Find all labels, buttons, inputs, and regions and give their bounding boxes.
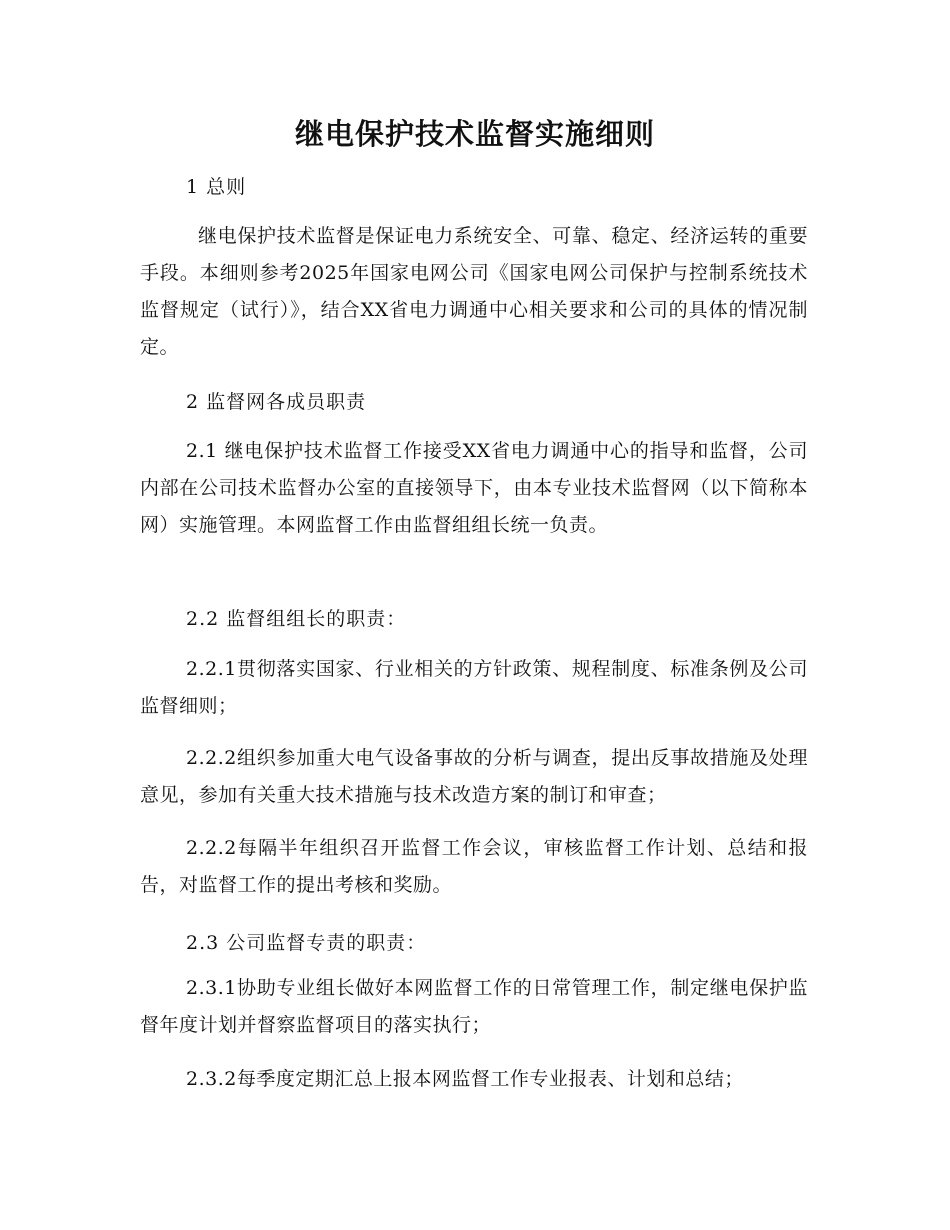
section-heading-responsibilities: 2 监督网各成员职责: [186, 391, 367, 413]
document-title: 继电保护技术监督实施细则: [294, 117, 655, 151]
paragraph-2-2-2a: 2.2.2组织参加重大电气设备事故的分析与调查，提出反事故措施及处理意见，参加有关重大技术措施与技术改造方案的制订和审查；: [140, 747, 808, 806]
section-heading-2-2: 2.2 监督组组长的职责：: [186, 608, 407, 630]
section-heading-general: 1 总则: [186, 176, 247, 198]
paragraph-2-3-2: 2.3.2每季度定期汇总上报本网监督工作专业报表、计划和总结；: [186, 1068, 744, 1090]
paragraph-general-intro: 继电保护技术监督是保证电力系统安全、可靠、稳定、经济运转的重要手段。本细则参考2025年国家电网公司《国家电网公司保护与控制系统技术监督规定（试行）》，结合XX省电力调通中心相关要求和公司的具体的情况制定。: [140, 225, 808, 358]
paragraph-2-3-1: 2.3.1协助专业组长做好本网监督工作的日常管理工作，制定继电保护监督年度计划并督察监督项目的落实执行；: [140, 977, 808, 1036]
paragraph-2-1: 2.1 继电保护技术监督工作接受XX省电力调通中心的指导和监督，公司内部在公司技术监督办公室的直接领导下，由本专业技术监督网（以下简称本网）实施管理。本网监督工作由监督组组长统一负责。: [140, 440, 808, 536]
paragraph-2-2-1: 2.2.1贯彻落实国家、行业相关的方针政策、规程制度、标准条例及公司监督细则；: [140, 658, 808, 717]
section-heading-2-3: 2.3 公司监督专责的职责：: [186, 932, 427, 954]
paragraph-2-2-2b: 2.2.2每隔半年组织召开监督工作会议，审核监督工作计划、总结和报告，对监督工作的提出考核和奖励。: [140, 837, 808, 896]
